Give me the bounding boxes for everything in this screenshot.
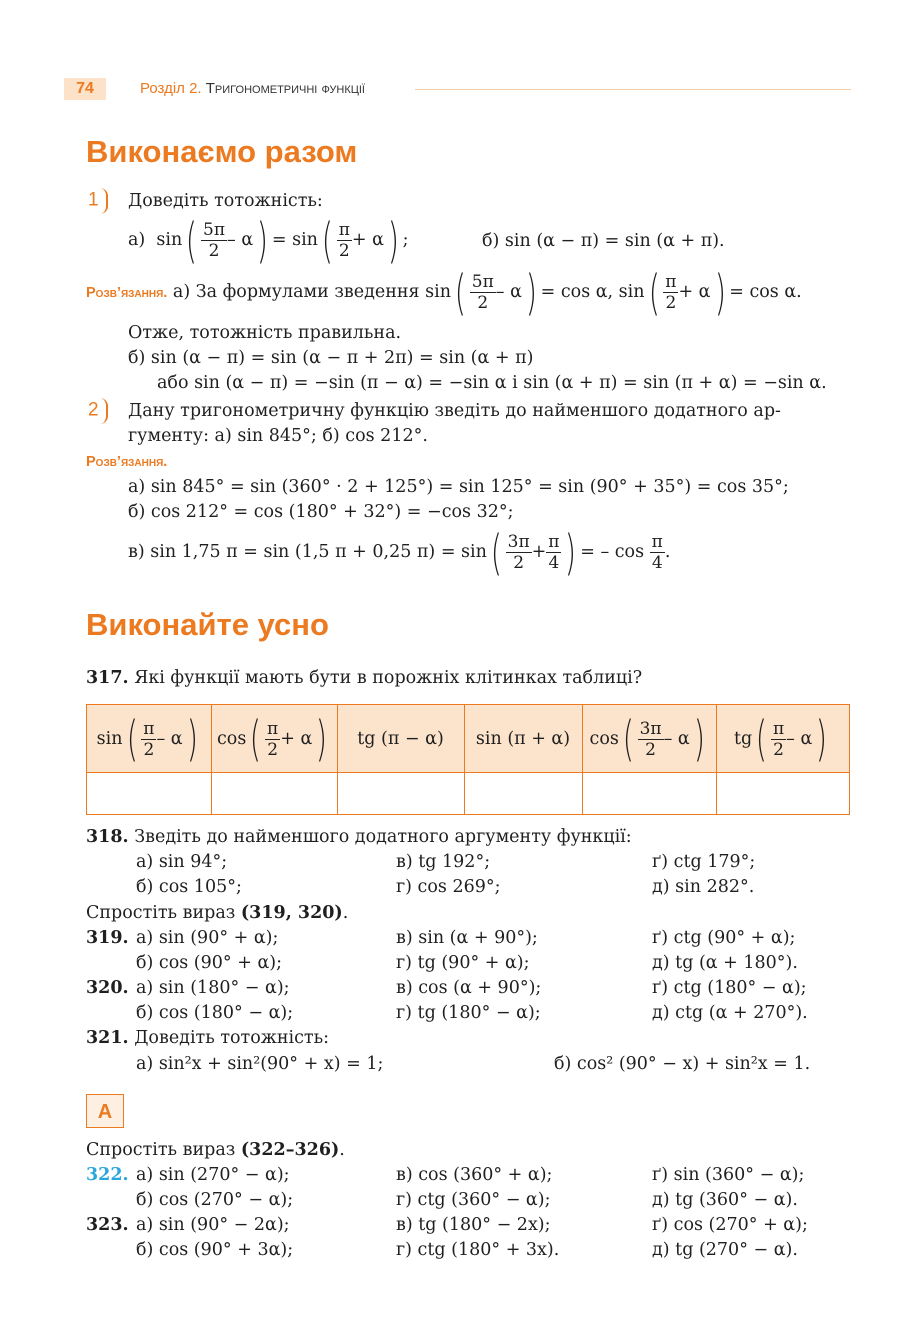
exercise-322-link[interactable]: 322. — [86, 1165, 129, 1185]
chapter-heading — [140, 78, 365, 100]
task-2-solution-a: а) sin 845° = sin (360° · 2 + 125°) = sin 125° = sin (90° + 35°) = cos 35°; — [128, 477, 789, 497]
ex318-item-g1: ґ) ctg 179°; — [652, 852, 756, 872]
level-a-badge: А — [86, 1094, 124, 1128]
table-cell-5: cos ( $\frac{3\pi}{2}$ – α ) — [589, 711, 705, 767]
table-cell-3: tg (π − α) — [357, 729, 444, 749]
task-2-statement-2: гументу: а) sin 845°; б) cos 212°. — [128, 426, 428, 446]
ex323-item-b: б) cos (90° + 3α); — [136, 1240, 294, 1260]
chapter-title: Тригонометричні функції — [205, 80, 365, 97]
ex318-item-v: в) tg 192°; — [396, 852, 491, 872]
ex318-item-b: б) cos 105°; — [136, 877, 242, 897]
exercise-320-number: 320. — [86, 978, 129, 998]
task-1-marker: 1 — [88, 188, 108, 214]
task-2-marker: 2 — [88, 398, 108, 424]
chapter-prefix: Розділ 2. — [140, 80, 202, 97]
ex323-item-g1: ґ) cos (270° + α); — [652, 1215, 808, 1235]
header-rule — [415, 89, 851, 90]
exercise-317: 317. Які функції мають бути в порожніх клітинках таблиці? — [86, 668, 643, 688]
task-1-conclusion: Отже, тотожність правильна. — [128, 323, 402, 343]
section-title-together: Виконаємо разом — [86, 134, 358, 169]
task-2-solution-b: б) cos 212° = cos (180° + 32°) = −cos 32°; — [128, 502, 514, 522]
ex320-item-g1: ґ) ctg (180° − α); — [652, 978, 807, 998]
simplify-instruction-1: Спростіть вираз (319, 320). — [86, 903, 349, 923]
task-1-solution-a: Розв’язання. а) За формулами зведення sin( $\frac{5\pi}{2}$ – α) = cos α, sin( $\frac{\pi}{2}$ + α) = cos α. — [86, 264, 802, 321]
task-1-solution-b1: б) sin (α − π) = sin (α − π + 2π) = sin (α + π) — [128, 348, 534, 368]
ex320-item-d: д) ctg (α + 270°). — [652, 1003, 808, 1023]
exercise-319-number: 319. — [86, 928, 129, 948]
task-1b-formula: б) sin (α − π) = sin (α + π). — [482, 231, 725, 251]
task-2-statement-1: Дану тригонометричну функцію зведіть до найменшого додатного ар- — [128, 401, 781, 421]
ex318-item-g: г) cos 269°; — [396, 877, 501, 897]
ex319-item-v: в) sin (α + 90°); — [396, 928, 538, 948]
ex318-item-d: д) sin 282°. — [652, 877, 755, 897]
simplify-instruction-2: Спростіть вираз (322–326). — [86, 1140, 345, 1160]
ex322-item-g: г) ctg (360° − α); — [396, 1190, 551, 1210]
ex321-item-a: а) sin²x + sin²(90° + x) = 1; — [136, 1054, 384, 1074]
ex323-item-d: д) tg (270° − α). — [652, 1240, 798, 1260]
ex322-item-v: в) cos (360° + α); — [396, 1165, 553, 1185]
ex320-item-b: б) cos (180° − α); — [136, 1003, 294, 1023]
task-2-solution-c: в) sin 1,75 π = sin (1,5 π + 0,25 π) = sin( $\frac{3\pi}{2}$ + $\frac{\pi}{4}$ ) = – cos $\frac{\pi}{4}$ . — [128, 524, 671, 581]
ex323-item-a: а) sin (90° − 2α); — [136, 1215, 290, 1235]
ex322-item-b: б) cos (270° − α); — [136, 1190, 294, 1210]
ex323-item-v: в) tg (180° − 2x); — [396, 1215, 551, 1235]
ex322-item-a: а) sin (270° − α); — [136, 1165, 290, 1185]
ex320-item-a: а) sin (180° − α); — [136, 978, 290, 998]
task-1-statement: Доведіть тотожність: — [128, 191, 323, 211]
ex319-item-a: а) sin (90° + α); — [136, 928, 279, 948]
ex319-item-d: д) tg (α + 180°). — [652, 953, 798, 973]
ex319-item-g: г) tg (90° + α); — [396, 953, 530, 973]
page-number: 74 — [64, 78, 106, 100]
ex323-item-g: г) ctg (180° + 3x). — [396, 1240, 560, 1260]
table-cell-1: sin ( $\frac{\pi}{2}$ – α ) — [96, 711, 198, 767]
ex319-item-b: б) cos (90° + α); — [136, 953, 282, 973]
ex320-item-v: в) cos (α + 90°); — [396, 978, 542, 998]
table-cell-2: cos ( $\frac{\pi}{2}$ + α ) — [216, 711, 328, 767]
task-1-solution-b2: або sin (α − π) = −sin (π − α) = −sin α і sin (α + π) = sin (π + α) = −sin α. — [157, 373, 827, 393]
ex322-item-g1: ґ) sin (360° − α); — [652, 1165, 805, 1185]
ex319-item-g1: ґ) ctg (90° + α); — [652, 928, 796, 948]
ex320-item-g: г) tg (180° − α); — [396, 1003, 541, 1023]
functions-table — [86, 704, 850, 815]
exercise-321: 321. Доведіть тотожність: — [86, 1028, 330, 1048]
ex321-item-b: б) cos² (90° − x) + sin²x = 1. — [554, 1054, 811, 1074]
task-2-solution-label: Розв’язання. — [86, 454, 168, 470]
ex322-item-d: д) tg (360° − α). — [652, 1190, 798, 1210]
section-title-orally: Виконайте усно — [86, 607, 329, 642]
table-cell-6: tg ( $\frac{\pi}{2}$ – α ) — [733, 711, 828, 767]
table-cell-4: sin (π + α) — [475, 729, 571, 749]
exercise-323-number: 323. — [86, 1215, 129, 1235]
task-1a-formula: а) sin( $\frac{5\pi}{2}$ – α) = sin( $\frac{\pi}{2}$ + α) ; — [128, 212, 409, 269]
ex318-item-a: а) sin 94°; — [136, 852, 228, 872]
exercise-318: 318. Зведіть до найменшого додатного аргументу функції: — [86, 827, 632, 847]
